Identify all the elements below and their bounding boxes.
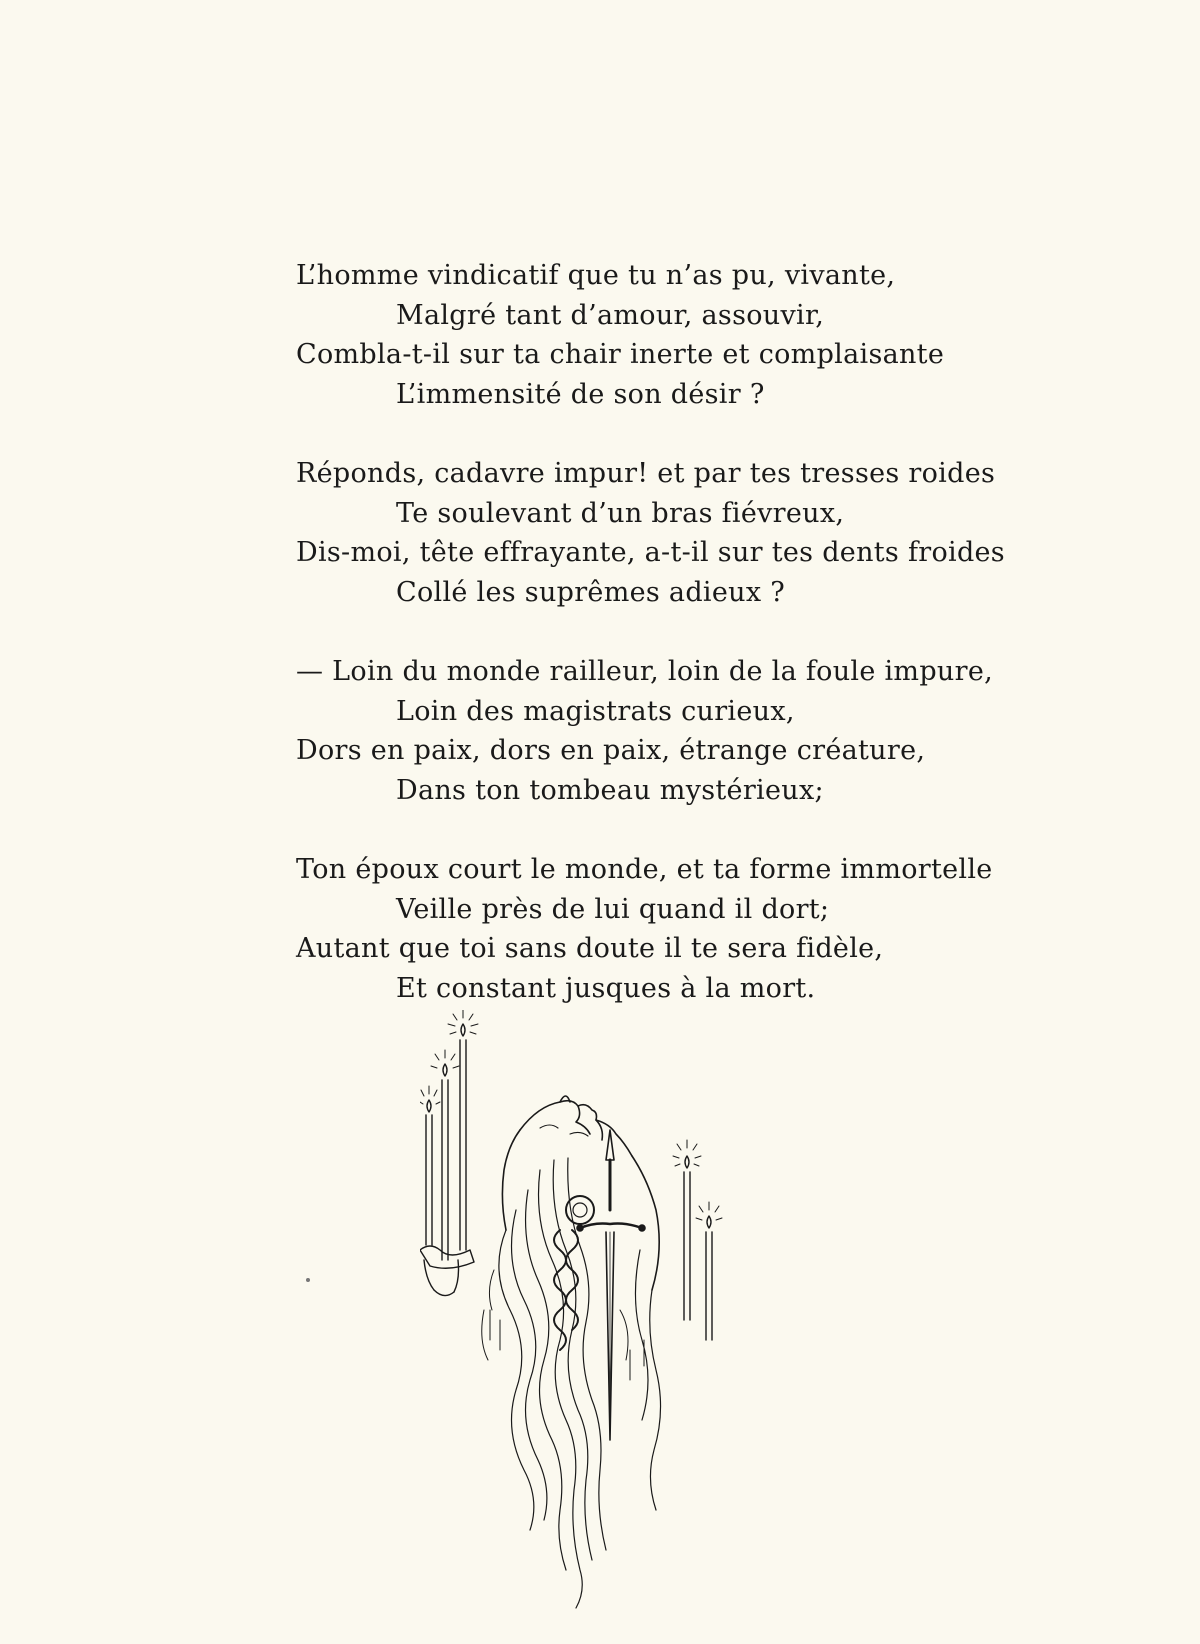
verse-line: Dans ton tombeau mystérieux; (396, 774, 824, 806)
head-icon (502, 1096, 659, 1290)
severed-head-illustration-icon (420, 1010, 780, 1610)
verse-line: L’homme vindicatif que tu n’as pu, vivante, (296, 260, 896, 291)
verse-line: — Loin du monde railleur, loin de la foule impure, (296, 656, 993, 687)
ink-speck (306, 1278, 310, 1282)
drips-icon (490, 1310, 644, 1380)
stanza-1 (296, 256, 1056, 414)
verse-line: Dis-moi, tête effrayante, a-t-il sur tes dents froides (296, 537, 1005, 568)
dagger-icon (577, 1130, 645, 1440)
candles-right-icon (673, 1140, 722, 1340)
verse-line: Loin des magistrats curieux, (396, 695, 795, 727)
verse-line: Réponds, cadavre impur! et par tes tresses roides (296, 458, 996, 489)
stanza-2 (296, 454, 1056, 612)
stanza-4 (296, 850, 1056, 1008)
poem (296, 256, 1056, 1048)
verse-line: Veille près de lui quand il dort; (396, 893, 830, 925)
verse-line: Ton époux court le monde, et ta forme immortelle (296, 854, 993, 885)
verse-line: Dors en paix, dors en paix, étrange créature, (296, 735, 926, 766)
verse-line: Autant que toi sans doute il te sera fidèle, (296, 933, 884, 964)
verse-line: Malgré tant d’amour, assouvir, (396, 299, 825, 331)
verse-line: Et constant jusques à la mort. (396, 972, 816, 1004)
verse-line: Te soulevant d’un bras fiévreux, (396, 497, 845, 529)
verse-line: L’immensité de son désir ? (396, 378, 765, 410)
candelabra-left-icon (420, 1010, 478, 1296)
verse-line: Collé les suprêmes adieux ? (396, 576, 786, 608)
verse-line: Combla-t-il sur ta chair inerte et complaisante (296, 339, 945, 370)
stanza-3 (296, 652, 1056, 810)
